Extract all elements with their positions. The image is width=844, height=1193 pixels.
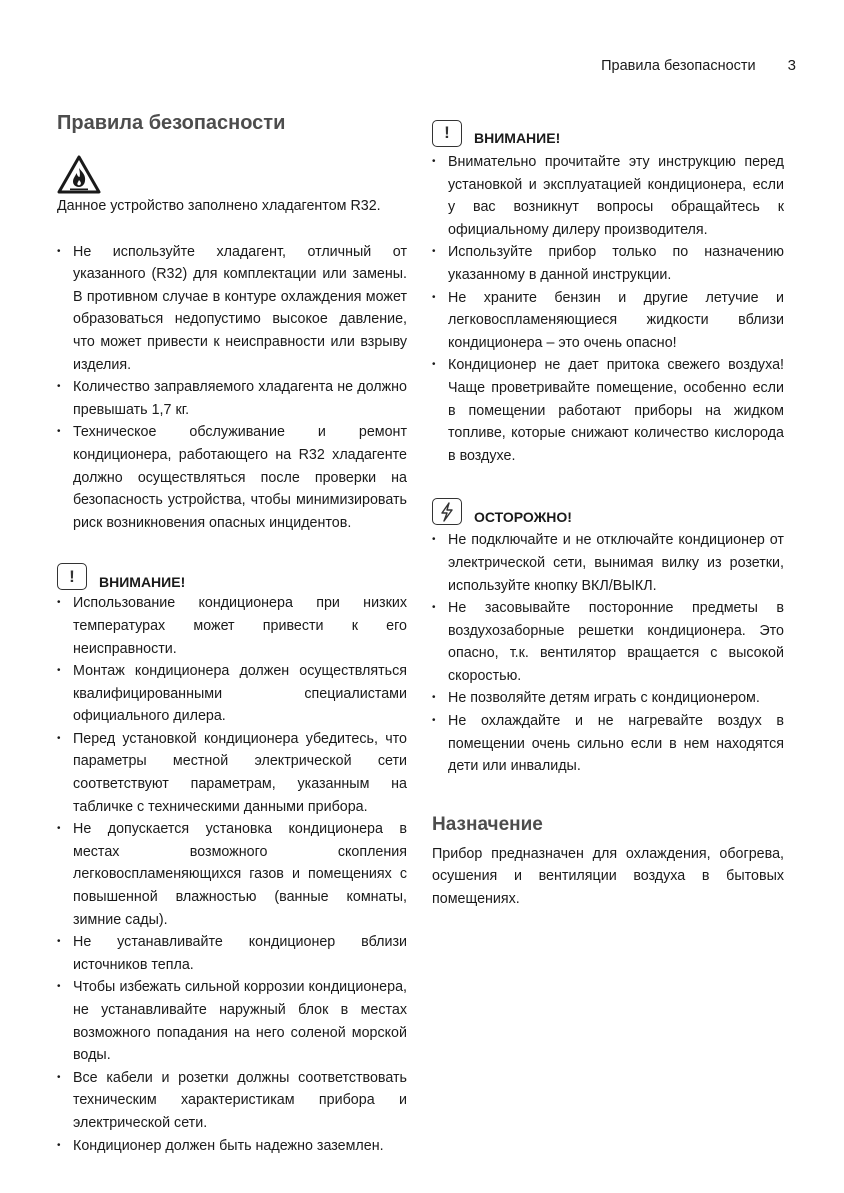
list-item: • Чтобы избежать сильной коррозии кондиционера, не устанавливайте наружный блок в местах возможного попадания на него соленой морской воды.	[57, 976, 407, 1066]
attention-list	[57, 592, 407, 1157]
exclamation-box-icon: !	[432, 120, 462, 147]
list-item: • Кондиционер не дает притока свежего воздуха! Чаще проветривайте помещение, особенно если в помещении работают приборы на жидком топливе, которые снижают количество кислорода в воздухе.	[432, 354, 784, 467]
list-item: • Внимательно прочитайте эту инструкцию перед установкой и эксплуатацией кондиционера, если у вас возникнут вопросы обращайтесь к официальному дилеру производителя.	[432, 151, 784, 241]
list-item: • Не допускается установка кондиционера в местах возможного скопления легковоспламеняющихся газов и помещениях с повышенной влажностью (ванные комнаты, зимние сады).	[57, 818, 407, 931]
exclamation-box-icon: !	[57, 563, 87, 590]
list-item: • Монтаж кондиционера должен осуществляться квалифицированными специалистами официального дилера.	[57, 660, 407, 728]
list-item: • Используйте прибор только по назначению указанному в данной инструкции.	[432, 241, 784, 286]
attention-label: ВНИМАНИЕ!	[99, 573, 186, 590]
page-number: 3	[787, 57, 796, 74]
caution-list	[432, 529, 784, 778]
list-item: • Не засовывайте посторонние предметы в воздухозаборные решетки кондиционера. Это опасно, т.к. вентилятор вращается с высокой скоростью.	[432, 597, 784, 687]
list-item: • Не используйте хладагент, отличный от указанного (R32) для комплектации или замены. В противном случае в контуре охлаждения может образоваться недопустимо высокое давление, что может привести к неисправности или взрыву изделия.	[57, 241, 407, 377]
list-item: • Использование кондиционера при низких температурах может привести к его неисправности.	[57, 592, 407, 660]
list-item: • Количество заправляемого хладагента не должно превышать 1,7 кг.	[57, 376, 407, 421]
caution-label: ОСТОРОЖНО!	[474, 508, 572, 525]
right-column	[432, 113, 784, 911]
list-item: • Техническое обслуживание и ремонт кондиционера, работающего на R32 хладагенте должно осуществляться после проверки на безопасность устройства, чтобы минимизировать риск возникновения опасных инцидентов.	[57, 421, 407, 534]
list-item: • Не храните бензин и другие летучие и легковоспламеняющиеся жидкости вблизи кондиционера – это очень опасно!	[432, 287, 784, 355]
attention-list	[432, 151, 784, 467]
flammable-warning-icon	[57, 155, 407, 194]
section-title-purpose: Назначение	[432, 813, 543, 835]
lightning-box-icon	[432, 498, 462, 525]
list-item: • Не подключайте и не отключайте кондиционер от электрической сети, вынимая вилку из розетки, используйте кнопку ВКЛ/ВЫКЛ.	[432, 529, 784, 597]
list-item: • Не позволяйте детям играть с кондиционером.	[432, 687, 784, 710]
purpose-text: Прибор предназначен для охлаждения, обогрева, осушения и вентиляции воздуха в бытовых помещениях.	[432, 845, 784, 908]
list-item: • Не устанавливайте кондиционер вблизи источников тепла.	[57, 931, 407, 976]
caution-heading	[432, 491, 784, 525]
attention-label: ВНИМАНИЕ!	[474, 130, 561, 147]
list-item: • Не охлаждайте и не нагревайте воздух в помещении очень сильно если в нем находятся дети или инвалиды.	[432, 710, 784, 778]
list-item: • Перед установкой кондиционера убедитесь, что параметры местной электрической сети соответствуют параметрам, указанным на табличке с техническими данными прибора.	[57, 728, 407, 818]
attention-heading	[57, 556, 407, 590]
header-title: Правила безопасности	[601, 58, 756, 74]
list-item: • Все кабели и розетки должны соответствовать техническим характеристикам прибора и электрической сети.	[57, 1067, 407, 1135]
left-column	[57, 110, 407, 1157]
section-title-safety: Правила безопасности	[57, 112, 286, 134]
page-header	[601, 57, 796, 74]
list-item: • Кондиционер должен быть надежно заземлен.	[57, 1135, 407, 1158]
attention-heading	[432, 113, 784, 147]
refrigerant-note: Данное устройство заполнено хладагентом R32.	[57, 198, 381, 214]
refrigerant-rules-list	[57, 241, 407, 535]
